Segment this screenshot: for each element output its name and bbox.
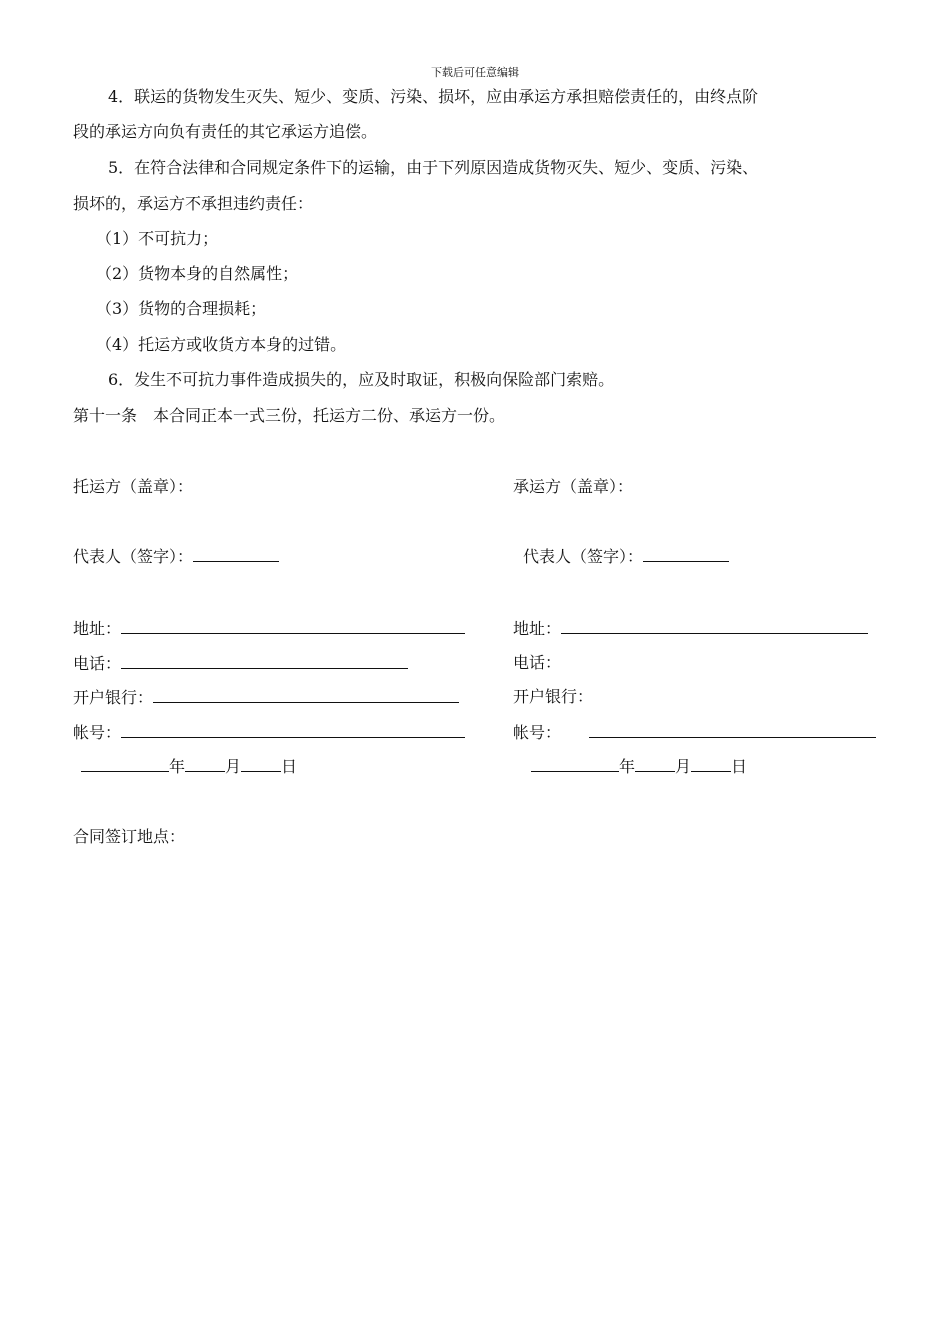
shipper-bank-label: 开户银行： bbox=[73, 688, 154, 707]
shipper-account-blank[interactable] bbox=[121, 721, 465, 738]
shipper-year-label: 年 bbox=[169, 757, 186, 776]
page-header-note: 下载后可任意编辑 bbox=[431, 66, 519, 79]
carrier-month-blank[interactable] bbox=[635, 755, 675, 772]
carrier-day-label: 日 bbox=[731, 757, 748, 776]
shipper-phone-blank[interactable] bbox=[121, 652, 408, 669]
carrier-representative-blank[interactable] bbox=[643, 545, 729, 562]
clause-5-line-1: 5．在符合法律和合同规定条件下的运输，由于下列原因造成货物灭失、短少、变质、污染、 bbox=[108, 158, 759, 177]
carrier-account-row bbox=[513, 721, 876, 744]
shipper-representative-row bbox=[73, 545, 279, 568]
shipper-seal-label: 托运方（盖章）： bbox=[73, 477, 194, 496]
carrier-month-label: 月 bbox=[675, 757, 692, 776]
exemption-item-4: （4）托运方或收货方本身的过错。 bbox=[96, 335, 347, 354]
carrier-year-label: 年 bbox=[619, 757, 636, 776]
carrier-address-label: 地址： bbox=[513, 619, 562, 638]
shipper-bank-row bbox=[73, 686, 459, 709]
shipper-address-blank[interactable] bbox=[121, 617, 465, 634]
signing-place-label: 合同签订地点： bbox=[73, 827, 186, 846]
exemption-item-1: （1）不可抗力； bbox=[96, 229, 219, 248]
clause-4-line-2: 段的承运方向负有责任的其它承运方追偿。 bbox=[73, 122, 378, 141]
carrier-address-blank[interactable] bbox=[561, 617, 868, 634]
shipper-year-blank[interactable] bbox=[81, 755, 169, 772]
carrier-account-blank[interactable] bbox=[589, 721, 876, 738]
clause-6: 6．发生不可抗力事件造成损失的，应及时取证，积极向保险部门索赔。 bbox=[108, 370, 615, 389]
carrier-address-row bbox=[513, 617, 868, 640]
shipper-month-blank[interactable] bbox=[185, 755, 225, 772]
carrier-day-blank[interactable] bbox=[691, 755, 731, 772]
carrier-phone-label: 电话： bbox=[513, 653, 562, 672]
shipper-phone-row bbox=[73, 652, 408, 675]
shipper-day-blank[interactable] bbox=[241, 755, 281, 772]
carrier-representative-row bbox=[523, 545, 729, 568]
article-11: 第十一条 本合同正本一式三份，托运方二份、承运方一份。 bbox=[73, 406, 506, 425]
shipper-phone-label: 电话： bbox=[73, 654, 122, 673]
carrier-representative-label: 代表人（签字）： bbox=[523, 547, 644, 566]
exemption-item-3: （3）货物的合理损耗； bbox=[96, 299, 267, 318]
shipper-account-label: 帐号： bbox=[73, 723, 122, 742]
shipper-bank-blank[interactable] bbox=[153, 686, 459, 703]
shipper-address-label: 地址： bbox=[73, 619, 122, 638]
shipper-address-row bbox=[73, 617, 465, 640]
shipper-representative-blank[interactable] bbox=[193, 545, 279, 562]
shipper-account-row bbox=[73, 721, 465, 744]
carrier-seal-label: 承运方（盖章）： bbox=[513, 477, 634, 496]
carrier-account-label: 帐号： bbox=[513, 723, 562, 742]
carrier-year-blank[interactable] bbox=[531, 755, 619, 772]
carrier-bank-label: 开户银行： bbox=[513, 687, 594, 706]
shipper-representative-label: 代表人（签字）： bbox=[73, 547, 194, 566]
shipper-month-label: 月 bbox=[225, 757, 242, 776]
shipper-date-row bbox=[81, 755, 297, 778]
clause-5-line-2: 损坏的，承运方不承担违约责任： bbox=[73, 194, 314, 213]
carrier-date-row bbox=[531, 755, 747, 778]
exemption-item-2: （2）货物本身的自然属性； bbox=[96, 264, 299, 283]
shipper-day-label: 日 bbox=[281, 757, 298, 776]
clause-4-line-1: 4．联运的货物发生灭失、短少、变质、污染、损坏，应由承运方承担赔偿责任的，由终点阶 bbox=[108, 87, 759, 106]
